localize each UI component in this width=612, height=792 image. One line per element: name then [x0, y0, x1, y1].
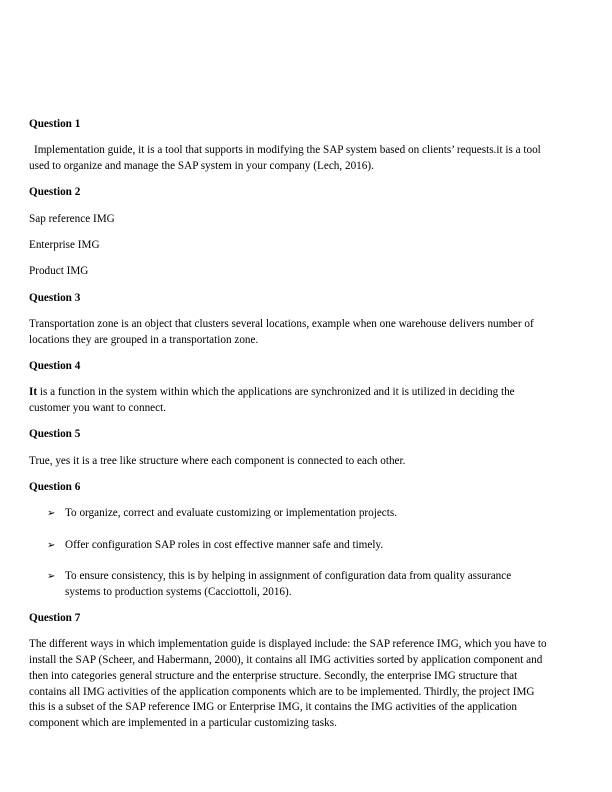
question-3-answer: Transportation zone is an object that clusters several locations, example when one warehouse delivers number of locations they are grouped in a transportation zone.: [29, 317, 534, 346]
arrowhead-bullet-icon: ➢: [47, 508, 56, 520]
question-2-item: Sap reference IMG: [29, 212, 115, 225]
question-4-answer-text: is a function in the system within which the applications are synchronized and it is utilized in deciding the customer you want to connect.: [29, 386, 515, 415]
question-3-heading: Question 3: [29, 291, 81, 304]
question-5-heading: Question 5: [29, 428, 81, 441]
arrowhead-bullet-icon: ➢: [47, 539, 56, 551]
list-item: [29, 538, 549, 554]
question-1-answer: Implementation guide, it is a tool that supports in modifying the SAP system based on clients’ requests.it is a tool used to organize and manage the SAP system in your company (Lech, 2016).: [29, 144, 541, 173]
question-4-answer: [29, 385, 549, 417]
question-6-bullet-list: [29, 506, 549, 600]
list-item: [29, 569, 549, 601]
list-item-text: To organize, correct and evaluate customizing or implementation projects.: [65, 507, 398, 520]
question-1-heading: Question 1: [29, 118, 81, 130]
question-7-heading: Question 7: [29, 611, 81, 624]
question-7-answer: The different ways in which implementation guide is displayed include: the SAP reference IMG, which you have to install the SAP (Scheer, and Habermann, 2000), it contains all IMG activities sorted by application component and then into categories general structure and the enterprise structure. Secondly, the enterprise IMG structure that contains all IMG activities of the application components which are to be implemented. Thirdly, the project IMG this is a subset of the SAP reference IMG or Enterprise IMG, it contains the IMG activities of the application component which are implemented in a particular customizing tasks.: [29, 638, 547, 730]
list-item-text: To ensure consistency, this is by helping in assignment of configuration data from quality assurance systems to production systems (Cacciottoli, 2016).: [65, 569, 512, 598]
arrowhead-bullet-icon: ➢: [47, 570, 56, 582]
list-item: [29, 506, 549, 522]
document-body: [29, 117, 549, 743]
question-5-answer: True, yes it is a tree like structure where each component is connected to each other.: [29, 454, 406, 467]
question-6-heading: Question 6: [29, 480, 81, 493]
question-2-item: Enterprise IMG: [29, 238, 100, 251]
list-item-text: Offer configuration SAP roles in cost effective manner safe and timely.: [65, 538, 384, 551]
question-2-item: Product IMG: [29, 265, 89, 278]
question-4-heading: Question 4: [29, 359, 81, 372]
question-4-lead-word: It: [29, 386, 38, 399]
question-2-heading: Question 2: [29, 186, 81, 199]
